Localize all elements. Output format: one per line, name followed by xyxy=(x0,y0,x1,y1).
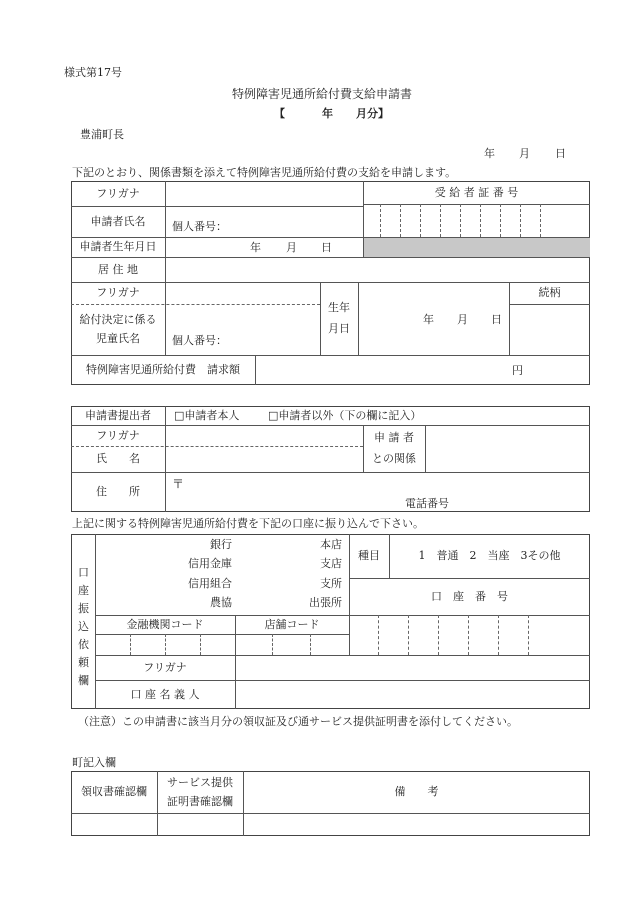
bank-type-bank: 銀行 xyxy=(210,538,232,552)
child-birth-day: 日 xyxy=(491,313,502,326)
branch-type-sub: 支所 xyxy=(320,577,342,591)
receipt-check-label: 領収書確認欄 xyxy=(81,785,147,799)
remarks-label: 備 考 xyxy=(394,785,439,799)
intro-text: 下記のとおり、関係書類を添えて特例障害児通所給付費の支給を申請します。 xyxy=(72,166,457,179)
applicant-furigana-label: フリガナ xyxy=(96,186,140,200)
period-month: 月分】 xyxy=(356,107,389,120)
period-open: 【 xyxy=(274,107,285,120)
date-month: 月 xyxy=(519,147,530,160)
bank-side-label-4: 込 xyxy=(78,620,89,634)
child-birth-year: 年 xyxy=(423,313,434,326)
applicant-mynumber-label: 個人番号： xyxy=(172,220,227,234)
date-year: 年 xyxy=(484,147,495,160)
child-birth-month: 月 xyxy=(457,313,468,326)
claim-unit: 円 xyxy=(512,364,523,377)
holder-furigana-label: フリガナ xyxy=(143,660,187,674)
applicant-birth-year: 年 xyxy=(250,241,261,254)
recipient-number-label: 受 給 者 証 番 号 xyxy=(434,185,519,199)
submitter-address-label: 住 所 xyxy=(96,485,140,499)
bank-side-label-3: 振 xyxy=(78,602,89,616)
branch-type-main: 本店 xyxy=(320,538,342,552)
address-label: 居 住 地 xyxy=(98,262,138,276)
submitter-label: 申請書提出者 xyxy=(85,408,151,422)
child-birth-label-1: 生年 xyxy=(328,301,350,315)
relation-label: 続柄 xyxy=(538,286,561,300)
form-number: 様式第17号 xyxy=(64,66,122,79)
bank-side-label-1: 口 xyxy=(78,566,89,580)
applicant-birth-month: 月 xyxy=(286,241,297,254)
bank-side-label-5: 依 xyxy=(78,638,89,652)
branch-code-label: 店舗コード xyxy=(264,617,320,631)
attachment-notice: （注意）この申請書に該当月分の領収証及び通サービス提供証明書を添付してください。 xyxy=(78,715,518,728)
account-kind-options[interactable]: 1 普通 2 当座 3その他 xyxy=(418,549,561,563)
submitter-self-checkbox[interactable]: □申請者本人 xyxy=(174,408,240,422)
account-kind-label: 種目 xyxy=(358,549,380,563)
service-proof-label-1: サービス提供 xyxy=(167,776,233,790)
applicant-birth-label: 申請者生年月日 xyxy=(79,240,157,254)
bank-type-shinkumi: 信用組合 xyxy=(188,577,232,591)
service-proof-label-2: 証明書確認欄 xyxy=(167,795,233,809)
bank-side-label-7: 欄 xyxy=(78,674,89,688)
submitter-other-checkbox[interactable]: □申請者以外（下の欄に記入） xyxy=(268,408,422,422)
bank-side-label-2: 座 xyxy=(78,584,89,598)
applicant-birth-day: 日 xyxy=(321,241,332,254)
account-holder-label: 口 座 名 義 人 xyxy=(130,687,200,701)
submitter-relation-label-1: 申 請 者 xyxy=(374,431,414,445)
bank-side-label-6: 頼 xyxy=(78,656,89,670)
date-day: 日 xyxy=(555,147,566,160)
child-furigana-label: フリガナ xyxy=(96,286,140,300)
claim-label: 特例障害児通所給付費 請求額 xyxy=(86,363,240,377)
child-birth-label-2: 月日 xyxy=(328,322,350,336)
phone-label: 電話番号 xyxy=(405,497,449,510)
branch-type-office: 出張所 xyxy=(309,596,342,610)
child-mynumber-label: 個人番号： xyxy=(172,334,227,348)
branch-type-branch: 支店 xyxy=(320,557,342,571)
form-title: 特例障害児通所給付費支給申請書 xyxy=(232,87,413,101)
transfer-note: 上記に関する特例障害児通所給付費を下記の口座に振り込んで下さい。 xyxy=(72,517,424,530)
submitter-name-label: 氏 名 xyxy=(96,452,140,466)
period-year: 年 xyxy=(322,107,333,120)
child-name-label-2: 児童氏名 xyxy=(96,331,140,345)
postal-mark: 〒 xyxy=(172,477,185,491)
bank-type-shinkin: 信用金庫 xyxy=(188,557,232,571)
child-name-label-1: 給付決定に係る xyxy=(79,312,157,326)
bank-type-nokyo: 農協 xyxy=(210,596,232,610)
applicant-name-label: 申請者氏名 xyxy=(90,214,146,228)
addressee: 豊浦町長 xyxy=(80,128,124,141)
office-use-heading: 町記入欄 xyxy=(72,756,116,769)
account-number-label: 口 座 番 号 xyxy=(431,589,508,603)
submitter-relation-label-2: との関係 xyxy=(372,452,416,466)
bank-code-label: 金融機関コード xyxy=(126,617,204,631)
submitter-furigana-label: フリガナ xyxy=(96,428,140,442)
